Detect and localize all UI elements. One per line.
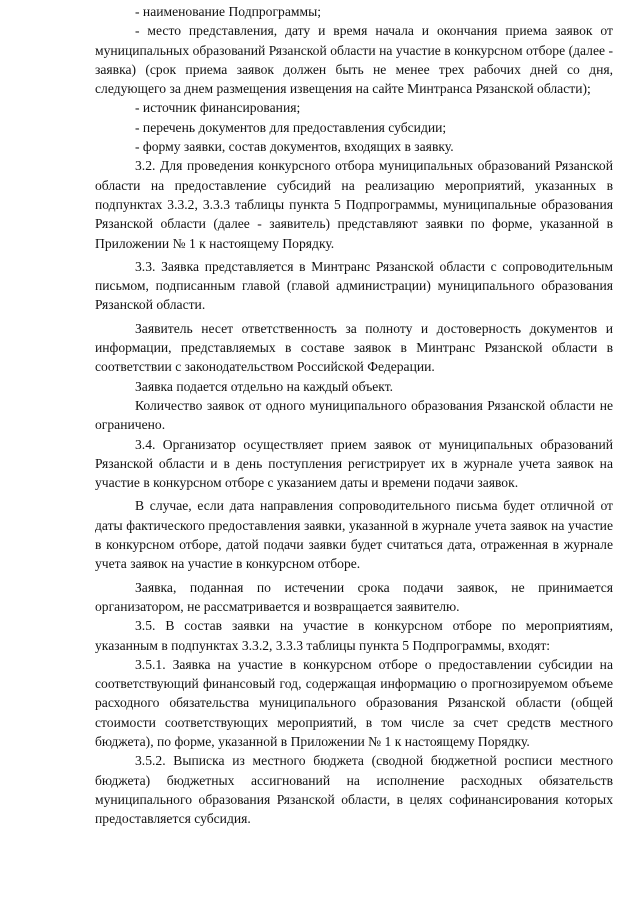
paragraph-one-per-object: Заявка подается отдельно на каждый объект. (135, 378, 394, 394)
paragraph-3-4: 3.4. Организатор осуществляет прием заявок от муниципальных образований Рязанской области и в день поступления регистрирует их в журнале учета заявок на участие в конкурсном отборе с указанием даты и времени подачи заявок. (95, 436, 613, 491)
paragraph-3-5-2: 3.5.2. Выписка из местного бюджета (сводной бюджетной росписи местного бюджета) бюджетных ассигнований на исполнение расходных обязательств муниципального образования Рязанской области, в целях софинансирования которых предоставляется субсидия. (95, 753, 613, 827)
paragraph-3-5-1: 3.5.1. Заявка на участие в конкурсном отборе о предоставлении субсидии на соответствующий финансовый год, содержащая информацию о прогнозируемом объеме расходного обязательства муниципального образования Рязанской области (общей стоимости соответствующих мероприятий, в том числе за счет средств местного бюджета), по форме, указанной в Приложении № 1 к настоящему Порядку. (95, 656, 613, 749)
paragraph-date-discrepancy: В случае, если дата направления сопроводительного письма будет отличной от даты фактического предоставления заявки, указанной в журнале учета заявок на участие в конкурсном отборе, датой подачи заявки будет считаться дата, отраженная в журнале учета заявок на участие в конкурсном отборе. (95, 498, 613, 572)
paragraph-3-3: 3.3. Заявка представляется в Минтранс Рязанской области с сопроводительным письмом, подписанным главой (главой администрации) муниципального образования Рязанской области. (95, 258, 613, 313)
document-page (95, 2, 613, 828)
list-item-documents-list: - перечень документов для предоставления субсидии; (135, 119, 447, 135)
list-item-funding-source: - источник финансирования; (135, 100, 301, 116)
paragraph-3-2: 3.2. Для проведения конкурсного отбора муниципальных образований Рязанской области на предоставление субсидий на реализацию мероприятий, указанных в подпунктах 3.3.2, 3.3.3 таблицы пункта 5 Подпрограммы, муниципальные образования Рязанской области (далее - заявитель) представляют заявки по форме, указанной в Приложении № 1 к настоящему Порядку. (95, 158, 613, 251)
paragraph-3-5: 3.5. В состав заявки на участие в конкурсном отборе по мероприятиям, указанным в подпунктах 3.3.2, 3.3.3 таблицы пункта 5 Подпрограммы, входят: (95, 618, 613, 653)
list-item-subprogram-name: - наименование Подпрограммы; (135, 4, 321, 19)
paragraph-count-unlimited: Количество заявок от одного муниципального образования Рязанской области не ограничено. (95, 397, 613, 433)
list-item-place-and-dates: - место представления, дату и время начала и окончания приема заявок от муниципальных образований Рязанской области на участие в конкурсном отборе (далее - заявка) (срок приема заявок должен быть не менее трех рабочих дней со дня, следующего за днем размещения извещения на сайте Минтранса Рязанской области); (95, 23, 613, 97)
paragraph-late-application: Заявка, поданная по истечении срока подачи заявок, не принимается организатором, не рассматривается и возвращается заявителю. (95, 579, 613, 614)
list-item-application-form: - форму заявки, состав документов, входящих в заявку. (135, 139, 454, 155)
paragraph-applicant-responsibility: Заявитель несет ответственность за полноту и достоверность документов и информации, представляемых в составе заявок в Минтранс Рязанской области в соответствии с законодательством Российской Федерации. (95, 320, 613, 375)
